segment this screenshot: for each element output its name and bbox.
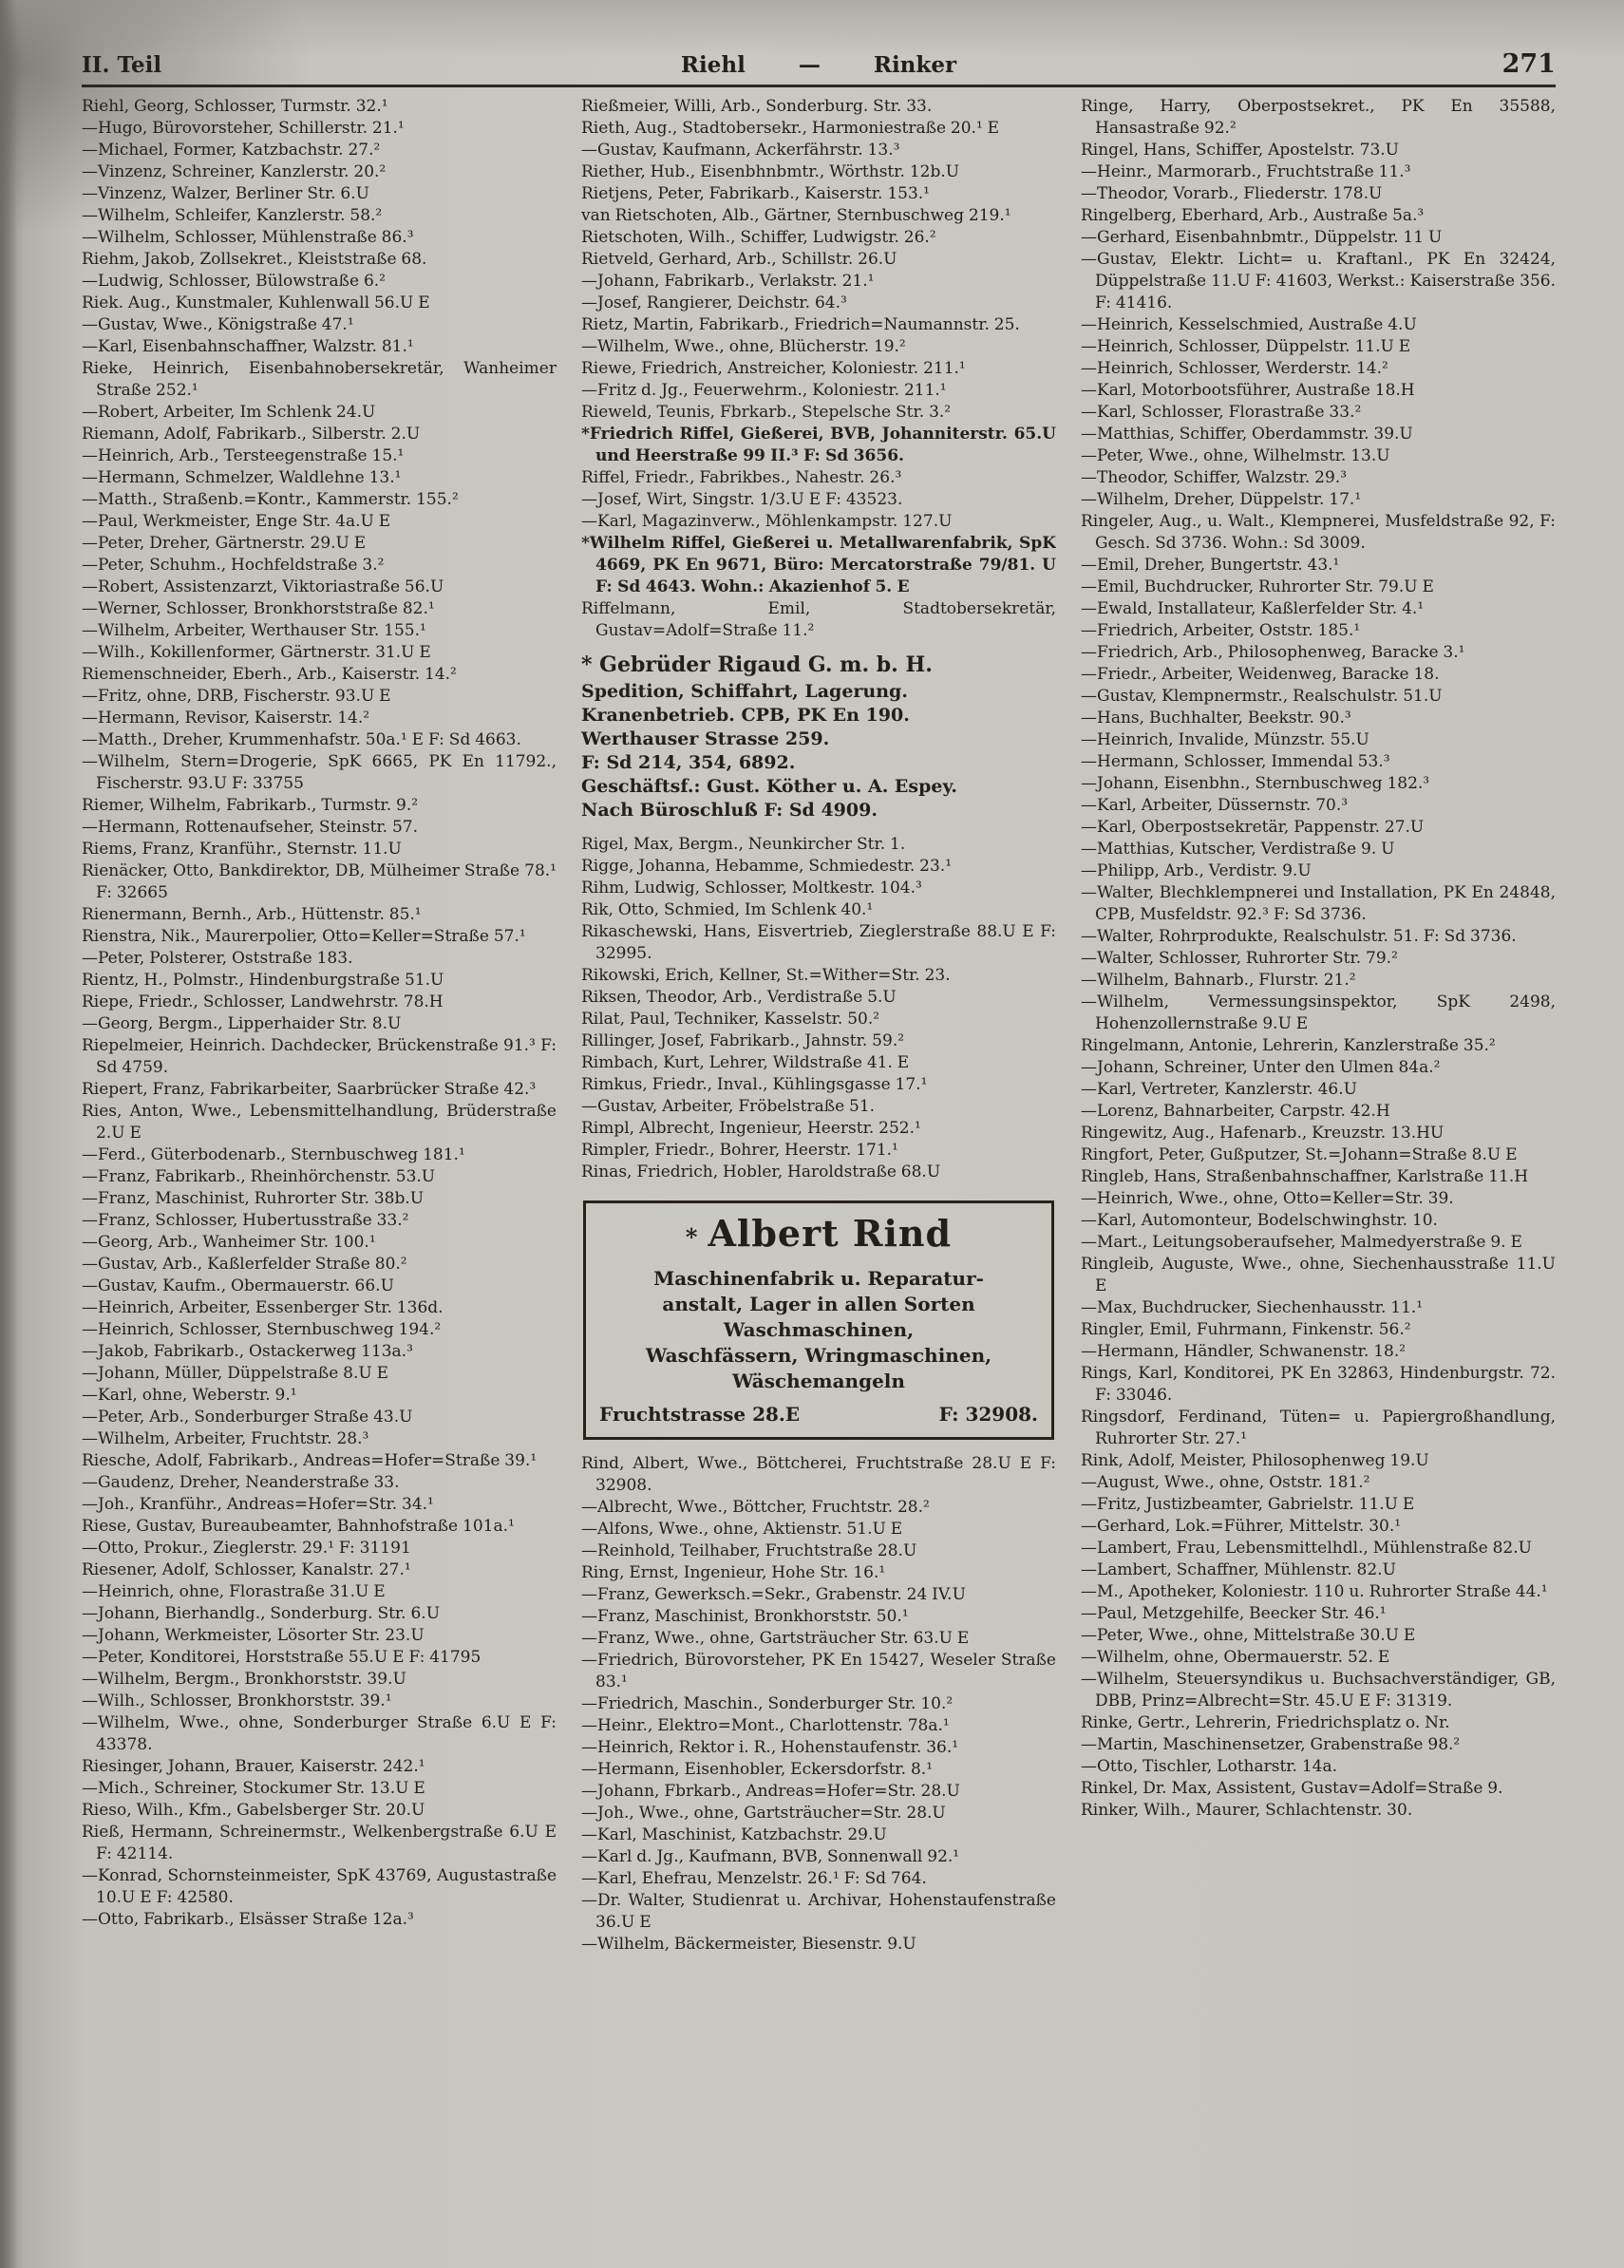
directory-entry: —Alfons, Wwe., ohne, Aktienstr. 51.U E xyxy=(581,1519,903,1539)
directory-entry: —Wilhelm, Schleifer, Kanzlerstr. 58.² xyxy=(82,206,383,225)
directory-entry: —Walter, Blechklempnerei und Installation, PK En 24848, CPB, Musfeldstr. 92.³ F: Sd 3736. xyxy=(1081,883,1556,924)
directory-entry: —Theodor, Vorarb., Fliederstr. 178.U xyxy=(1081,184,1383,203)
directory-entry: —Peter, Arb., Sonderburger Straße 43.U xyxy=(82,1408,413,1427)
part-label: II. Teil xyxy=(82,52,162,78)
directory-entry: —Fritz d. Jg., Feuerwehrm., Koloniestr. 211.¹ xyxy=(581,381,947,400)
directory-entry: Riehl, Georg, Schlosser, Turmstr. 32.¹ xyxy=(82,97,388,116)
directory-entry: —Gustav, Arb., Kaßlerfelder Straße 80.² xyxy=(82,1255,407,1274)
directory-entry: —Heinrich, Schlosser, Werderstr. 14.² xyxy=(1081,359,1388,378)
ad-rind-phone: F: 32908. xyxy=(938,1402,1038,1426)
directory-entry: —Karl, ohne, Weberstr. 9.¹ xyxy=(82,1386,297,1405)
directory-entry: Riek. Aug., Kunstmaler, Kuhlenwall 56.U E xyxy=(82,293,430,312)
directory-entry: —Otto, Tischler, Lotharstr. 14a. xyxy=(1081,1757,1338,1776)
directory-entry: —Wilhelm, Steuersyndikus u. Buchsachverständiger, GB, DBB, Prinz=Albrecht=Str. 45.U E F: 31319. xyxy=(1081,1670,1556,1710)
directory-entry: —Gustav, Klempnermstr., Realschulstr. 51.U xyxy=(1081,687,1443,706)
directory-entry: Rihm, Ludwig, Schlosser, Moltkestr. 104.³ xyxy=(581,879,922,898)
range-start: Riehl xyxy=(680,52,746,78)
ad-text-line: anstalt, Lager in allen Sorten xyxy=(662,1292,975,1315)
directory-entry: —Franz, Wwe., ohne, Gartsträucher Str. 63.U E xyxy=(581,1628,970,1648)
directory-entry: Rimbach, Kurt, Lehrer, Wildstraße 41. E xyxy=(581,1053,910,1072)
directory-entry: —Vinzenz, Schreiner, Kanzlerstr. 20.² xyxy=(82,162,387,181)
directory-entry: Riewe, Friedrich, Anstreicher, Koloniestr. 211.¹ xyxy=(581,359,966,378)
directory-entry: —Hermann, Schlosser, Immendal 53.³ xyxy=(1081,752,1390,771)
directory-entry: —Johann, Eisenbhn., Sternbuschweg 182.³ xyxy=(1081,774,1430,793)
directory-entry: —Georg, Arb., Wanheimer Str. 100.¹ xyxy=(82,1233,376,1252)
directory-entry: —Gustav, Arbeiter, Fröbelstraße 51. xyxy=(581,1097,876,1116)
ad-text-line: Nach Büroschluß F: Sd 4909. xyxy=(581,800,878,821)
page-content xyxy=(82,49,1556,2243)
directory-entry: —Karl, Magazinverw., Möhlenkampstr. 127.U xyxy=(581,512,953,531)
directory-entry: —Heinrich, Kesselschmied, Austraße 4.U xyxy=(1081,315,1417,334)
directory-entry: Rik, Otto, Schmied, Im Schlenk 40.¹ xyxy=(581,900,874,919)
directory-entry: Rieth, Aug., Stadtobersekr., Harmoniestraße 20.¹ E xyxy=(581,119,1000,138)
directory-entry: Ringelmann, Antonie, Lehrerin, Kanzlerstraße 35.² xyxy=(1081,1036,1496,1055)
ad-text-line: Waschfässern, Wringmaschinen, xyxy=(645,1343,992,1367)
directory-entry: Rieß, Hermann, Schreinermstr., Welkenbergstraße 6.U E F: 42114. xyxy=(82,1823,557,1863)
directory-entry: —Paul, Metzgehilfe, Beecker Str. 46.¹ xyxy=(1081,1604,1387,1623)
directory-entry: *Wilhelm Riffel, Gießerei u. Metallwarenfabrik, SpK 4669, PK En 9671, Büro: Mercatorstraße 79/81. U F: Sd 4643. Wohn.: Akazienhof 5. E xyxy=(581,534,1056,596)
directory-entry: —Peter, Wwe., ohne, Wilhelmstr. 13.U xyxy=(1081,446,1390,465)
directory-entry: —Wilhelm, Dreher, Düppelstr. 17.¹ xyxy=(1081,490,1362,509)
directory-entry: —Wilhelm, Vermessungsinspektor, SpK 2498, Hohenzollernstraße 9.U E xyxy=(1081,992,1556,1033)
directory-entry: van Rietschoten, Alb., Gärtner, Sternbuschweg 219.¹ xyxy=(581,206,1011,225)
directory-entry: —Heinrich, Schlosser, Düppelstr. 11.U E xyxy=(1081,337,1411,356)
directory-entry: Riesinger, Johann, Brauer, Kaiserstr. 242.¹ xyxy=(82,1757,425,1776)
directory-entry: —Wilhelm, Schlosser, Mühlenstraße 86.³ xyxy=(82,228,414,247)
directory-entry: Rilat, Paul, Techniker, Kasselstr. 50.² xyxy=(581,1010,880,1029)
directory-entry: —Heinrich, Schlosser, Sternbuschweg 194.² xyxy=(82,1320,442,1339)
directory-entry: Riesener, Adolf, Schlosser, Kanalstr. 27.¹ xyxy=(82,1560,411,1579)
directory-entry: Ring, Ernst, Ingenieur, Hohe Str. 16.¹ xyxy=(581,1562,886,1582)
directory-entry: —Karl, Automonteur, Bodelschwinghstr. 10. xyxy=(1081,1211,1438,1230)
directory-entry: Rienstra, Nik., Maurerpolier, Otto=Keller=Straße 57.¹ xyxy=(82,927,526,946)
directory-entry: Ringelberg, Eberhard, Arb., Austraße 5a.³ xyxy=(1081,206,1425,225)
directory-entry: Ringel, Hans, Schiffer, Apostelstr. 73.U xyxy=(1081,141,1400,160)
directory-entry: Rings, Karl, Konditorei, PK En 32863, Hindenburgstr. 72. F: 33046. xyxy=(1081,1364,1556,1405)
directory-entry: —Friedrich, Maschin., Sonderburger Str. 10.² xyxy=(581,1693,954,1713)
directory-entry: —Joh., Kranführ., Andreas=Hofer=Str. 34.¹ xyxy=(82,1495,434,1514)
directory-entry: —Gustav, Wwe., Königstraße 47.¹ xyxy=(82,315,354,334)
directory-entry: Ringler, Emil, Fuhrmann, Finkenstr. 56.² xyxy=(1081,1320,1411,1339)
ad-rind-body xyxy=(594,1266,1044,1394)
directory-entry: —Gustav, Elektr. Licht= u. Kraftanl., PK En 32424, Düppelstraße 11.U F: 41603, Werkst.: Kaiserstraße 356. F: 41416. xyxy=(1081,250,1556,312)
directory-entry: —Johann, Fbrkarb., Andreas=Hofer=Str. 28.U xyxy=(581,1781,960,1801)
directory-entry: —Georg, Bergm., Lipperhaider Str. 8.U xyxy=(82,1014,402,1033)
directory-entry: —Hugo, Bürovorsteher, Schillerstr. 21.¹ xyxy=(82,119,405,138)
directory-entry: —Lambert, Frau, Lebensmittelhdl., Mühlenstraße 82.U xyxy=(1081,1539,1532,1558)
directory-entry: —Otto, Fabrikarb., Elsässer Straße 12a.³ xyxy=(82,1910,414,1929)
directory-entry: —Karl d. Jg., Kaufmann, BVB, Sonnenwall 92.¹ xyxy=(581,1846,960,1866)
directory-entry: —Werner, Schlosser, Bronkhorststraße 82.¹ xyxy=(82,599,435,618)
directory-entry: —Franz, Schlosser, Hubertusstraße 33.² xyxy=(82,1211,409,1230)
directory-entry: —Hermann, Rottenaufseher, Steinstr. 57. xyxy=(82,818,418,837)
directory-entry: —Karl, Motorbootsführer, Austraße 18.H xyxy=(1081,381,1415,400)
directory-entry: —Paul, Werkmeister, Enge Str. 4a.U E xyxy=(82,512,391,531)
directory-entry: —Heinrich, Invalide, Münzstr. 55.U xyxy=(1081,730,1369,749)
range-end: Rinker xyxy=(873,52,957,78)
directory-entry: —Mich., Schreiner, Stockumer Str. 13.U E xyxy=(82,1779,425,1798)
directory-entry: —Hermann, Eisenhobler, Eckersdorfstr. 8.¹ xyxy=(581,1759,934,1779)
ad-text-line: Kranenbetrieb. CPB, PK En 190. xyxy=(581,705,910,726)
directory-entry: Riemer, Wilhelm, Fabrikarb., Turmstr. 9.² xyxy=(82,796,419,815)
directory-entry: Riether, Hub., Eisenbhnbmtr., Wörthstr. 12b.U xyxy=(581,162,960,181)
directory-entry: —Hermann, Schmelzer, Waldlehne 13.¹ xyxy=(82,468,402,487)
directory-entry: —August, Wwe., ohne, Oststr. 181.² xyxy=(1081,1473,1370,1492)
directory-entry: Rikowski, Erich, Kellner, St.=Wither=Str. 23. xyxy=(581,966,951,985)
ad-text-line: Spedition, Schiffahrt, Lagerung. xyxy=(581,681,908,702)
directory-entry: —Fritz, Justizbeamter, Gabrielstr. 11.U E xyxy=(1081,1495,1415,1514)
directory-entry: —Gerhard, Lok.=Führer, Mittelstr. 30.¹ xyxy=(1081,1517,1402,1536)
directory-entry: —Peter, Konditorei, Horststraße 55.U E F: 41795 xyxy=(82,1648,482,1667)
directory-entry: —Gaudenz, Dreher, Neanderstraße 33. xyxy=(82,1473,400,1492)
directory-entry: Ries, Anton, Wwe., Lebensmittelhandlung, Brüderstraße 2.U E xyxy=(82,1102,557,1143)
directory-entry: —Robert, Arbeiter, Im Schlenk 24.U xyxy=(82,403,376,422)
directory-entry: —Wilhelm, Arbeiter, Werthauser Str. 155.¹ xyxy=(82,621,426,640)
directory-entry: —Hermann, Händler, Schwanenstr. 18.² xyxy=(1081,1342,1407,1361)
directory-entry: —Wilhelm, Wwe., ohne, Blücherstr. 19.² xyxy=(581,337,906,356)
directory-entry: —Philipp, Arb., Verdistr. 9.U xyxy=(1081,861,1312,880)
ad-text-line: Geschäftsf.: Gust. Köther u. A. Espey. xyxy=(581,776,957,797)
directory-entry: —Robert, Assistenzarzt, Viktoriastraße 56.U xyxy=(82,577,444,596)
directory-entry: Rienermann, Bernh., Arb., Hüttenstr. 85.¹ xyxy=(82,905,422,924)
directory-entry: —Johann, Müller, Düppelstraße 8.U E xyxy=(82,1364,389,1383)
directory-entry: —Hermann, Revisor, Kaiserstr. 14.² xyxy=(82,709,370,728)
directory-entry: Ringleb, Hans, Straßenbahnschaffner, Karlstraße 11.H xyxy=(1081,1167,1529,1186)
directory-entry: Rinker, Wilh., Maurer, Schlachtenstr. 30. xyxy=(1081,1801,1413,1820)
column-2-segment-a xyxy=(581,96,1056,642)
directory-entry: —Heinrich, Arbeiter, Essenberger Str. 136d. xyxy=(82,1298,444,1317)
directory-entry: —Karl, Arbeiter, Düssernstr. 70.³ xyxy=(1081,796,1349,815)
directory-entry: —Matth., Dreher, Krummenhafstr. 50a.¹ E F: Sd 4663. xyxy=(82,730,521,749)
page-header xyxy=(82,49,1556,87)
directory-entry: —Friedrich, Arb., Philosophenweg, Baracke 3.¹ xyxy=(1081,643,1465,662)
directory-entry: Riesche, Adolf, Fabrikarb., Andreas=Hofer=Straße 39.¹ xyxy=(82,1451,538,1470)
directory-entry: —Heinrich, Arb., Tersteegenstraße 15.¹ xyxy=(82,446,405,465)
column-3 xyxy=(1081,96,1556,2237)
directory-entry: —Joh., Wwe., ohne, Gartsträucher=Str. 28.U xyxy=(581,1803,946,1823)
ad-rind-title xyxy=(594,1213,1044,1258)
directory-entry: —Matthias, Schiffer, Oberdammstr. 39.U xyxy=(1081,425,1413,444)
directory-entry: —Gustav, Kaufmann, Ackerfährstr. 13.³ xyxy=(581,141,900,160)
directory-entry: —Wilhelm, Arbeiter, Fruchtstr. 28.³ xyxy=(82,1429,369,1448)
directory-entry: —Jakob, Fabrikarb., Ostackerweg 113a.³ xyxy=(82,1342,413,1361)
directory-entry: —M., Apotheker, Koloniestr. 110 u. Ruhrorter Straße 44.¹ xyxy=(1081,1582,1548,1601)
directory-entry: —Franz, Maschinist, Ruhrorter Str. 38b.U xyxy=(82,1189,425,1208)
directory-entry: —Max, Buchdrucker, Siechenhausstr. 11.¹ xyxy=(1081,1298,1424,1317)
directory-entry: —Peter, Wwe., ohne, Mittelstraße 30.U E xyxy=(1081,1626,1416,1645)
directory-entry: Ringewitz, Aug., Hafenarb., Kreuzstr. 13.HU xyxy=(1081,1124,1445,1143)
directory-entry: —Reinhold, Teilhaber, Fruchtstraße 28.U xyxy=(581,1540,917,1560)
directory-entry: —Heinr., Elektro=Mont., Charlottenstr. 78a.¹ xyxy=(581,1715,950,1735)
header-name-range xyxy=(554,52,1085,78)
directory-entry: Ringe, Harry, Oberpostsekret., PK En 35588, Hansastraße 92.² xyxy=(1081,97,1556,138)
directory-entry: —Ludwig, Schlosser, Bülowstraße 6.² xyxy=(82,272,386,291)
directory-entry: —Walter, Rohrprodukte, Realschulstr. 51. F: Sd 3736. xyxy=(1081,927,1517,946)
directory-entry: —Albrecht, Wwe., Böttcher, Fruchtstr. 28.² xyxy=(581,1497,930,1517)
directory-entry: —Franz, Fabrikarb., Rheinhörchenstr. 53.U xyxy=(82,1167,436,1186)
directory-entry: —Otto, Prokur., Zieglerstr. 29.¹ F: 31191 xyxy=(82,1539,411,1558)
directory-entry: Rigel, Max, Bergm., Neunkircher Str. 1. xyxy=(581,835,906,854)
directory-entry: —Hans, Buchhalter, Beekstr. 90.³ xyxy=(1081,709,1351,728)
directory-entry: —Franz, Maschinist, Bronkhorststr. 50.¹ xyxy=(581,1606,909,1626)
directory-entry: Riehm, Jakob, Zollsekret., Kleiststraße 68. xyxy=(82,250,427,269)
directory-entry: Riepert, Franz, Fabrikarbeiter, Saarbrücker Straße 42.³ xyxy=(82,1080,537,1099)
directory-entry: —Johann, Fabrikarb., Verlakstr. 21.¹ xyxy=(581,272,875,291)
ad-text-line: Waschmaschinen, xyxy=(723,1317,915,1341)
directory-entry: Rigge, Johanna, Hebamme, Schmiedestr. 23.¹ xyxy=(581,857,953,876)
directory-entry: —Johann, Werkmeister, Lösorter Str. 23.U xyxy=(82,1626,425,1645)
directory-entry: —Theodor, Schiffer, Walzstr. 29.³ xyxy=(1081,468,1348,487)
directory-entry: —Dr. Walter, Studienrat u. Archivar, Hohenstaufenstraße 36.U E xyxy=(581,1890,1056,1932)
directory-entry: Riems, Franz, Kranführ., Sternstr. 11.U xyxy=(82,840,402,859)
directory-entry: Riksen, Theodor, Arb., Verdistraße 5.U xyxy=(581,988,897,1007)
directory-entry: Ringleib, Auguste, Wwe., ohne, Siechenhausstraße 11.U E xyxy=(1081,1255,1556,1295)
directory-entry: —Karl, Maschinist, Katzbachstr. 29.U xyxy=(581,1824,887,1844)
directory-entry: —Karl, Ehefrau, Menzelstr. 26.¹ F: Sd 764. xyxy=(581,1868,927,1888)
directory-entry: Rimpler, Friedr., Bohrer, Heerstr. 171.¹ xyxy=(581,1141,898,1160)
directory-entry: —Emil, Dreher, Bungertstr. 43.¹ xyxy=(1081,556,1340,575)
directory-entry: —Michael, Former, Katzbachstr. 27.² xyxy=(82,141,381,160)
ad-text-line: Maschinenfabrik u. Reparatur- xyxy=(653,1266,984,1290)
directory-entry: Rikaschewski, Hans, Eisvertrieb, Zieglerstraße 88.U E F: 32995. xyxy=(581,922,1056,963)
directory-entry: *Friedrich Riffel, Gießerei, BVB, Johanniterstr. 65.U und Heerstraße 99 II.³ F: Sd 3656. xyxy=(581,425,1056,465)
directory-entry: Ringeler, Aug., u. Walt., Klempnerei, Musfeldstraße 92, F: Gesch. Sd 3736. Wohn.: Sd 3009. xyxy=(1081,512,1556,553)
directory-entry: Rienäcker, Otto, Bankdirektor, DB, Mülheimer Straße 78.¹ F: 32665 xyxy=(82,861,557,902)
directory-entry: Rimpl, Albrecht, Ingenieur, Heerstr. 252.¹ xyxy=(581,1119,921,1138)
directory-entry: —Wilhelm, Bergm., Bronkhorststr. 39.U xyxy=(82,1670,406,1689)
column-1 xyxy=(82,96,557,2237)
directory-entry: —Peter, Polsterer, Oststraße 183. xyxy=(82,949,353,968)
directory-entry: —Karl, Vertreter, Kanzlerstr. 46.U xyxy=(1081,1080,1357,1099)
directory-entry: —Mart., Leitungsoberaufseher, Malmedyerstraße 9. E xyxy=(1081,1233,1522,1252)
directory-entry: —Johann, Bierhandlg., Sonderburg. Str. 6.U xyxy=(82,1604,441,1623)
directory-entry: Riemenschneider, Eberh., Arb., Kaiserstr. 14.² xyxy=(82,665,457,684)
page-number: 271 xyxy=(1501,49,1556,79)
ad-rigaud xyxy=(581,652,1056,822)
directory-entry: —Franz, Gewerksch.=Sekr., Grabenstr. 24 IV.U xyxy=(581,1584,966,1604)
directory-entry: —Matth., Straßenb.=Kontr., Kammerstr. 155.² xyxy=(82,490,459,509)
ad-rind-address: Fruchtstrasse 28.E xyxy=(599,1402,801,1426)
directory-entry: Rink, Adolf, Meister, Philosophenweg 19.U xyxy=(1081,1451,1429,1470)
directory-entry: —Friedr., Arbeiter, Weidenweg, Baracke 18. xyxy=(1081,665,1440,684)
directory-entry: —Karl, Schlosser, Florastraße 33.² xyxy=(1081,403,1362,422)
directory-entry: —Wilh., Kokillenformer, Gärtnerstr. 31.U E xyxy=(82,643,431,662)
directory-entry: —Wilhelm, Wwe., ohne, Sonderburger Straße 6.U E F: 43378. xyxy=(82,1713,557,1754)
directory-entry: Rinkel, Dr. Max, Assistent, Gustav=Adolf=Straße 9. xyxy=(1081,1779,1503,1798)
columns xyxy=(82,96,1556,2237)
column-2 xyxy=(581,96,1056,2237)
directory-entry: Rind, Albert, Wwe., Böttcherei, Fruchtstraße 28.U E F: 32908. xyxy=(581,1453,1056,1495)
ad-rind-name: Albert Rind xyxy=(708,1212,953,1255)
directory-entry: Rieweld, Teunis, Fbrkarb., Stepelsche Str. 3.² xyxy=(581,403,952,422)
directory-entry: —Heinr., Marmorarb., Fruchtstraße 11.³ xyxy=(1081,162,1411,181)
directory-entry: —Josef, Wirt, Singstr. 1/3.U E F: 43523. xyxy=(581,490,903,509)
directory-entry: Rillinger, Josef, Fabrikarb., Jahnstr. 59.² xyxy=(581,1031,905,1050)
directory-entry: Riepelmeier, Heinrich. Dachdecker, Brückenstraße 91.³ F: Sd 4759. xyxy=(82,1036,557,1077)
directory-entry: Riepe, Friedr., Schlosser, Landwehrstr. 78.H xyxy=(82,992,444,1011)
directory-entry: Rientz, H., Polmstr., Hindenburgstraße 51.U xyxy=(82,971,444,990)
ad-text-line: F: Sd 214, 354, 6892. xyxy=(581,752,796,773)
directory-entry: —Johann, Schreiner, Unter den Ulmen 84a.² xyxy=(1081,1058,1441,1077)
directory-entry: —Peter, Schuhm., Hochfeldstraße 3.² xyxy=(82,556,385,575)
directory-entry: Rieso, Wilh., Kfm., Gabelsberger Str. 20.U xyxy=(82,1801,425,1820)
ad-rigaud-title: * Gebrüder Rigaud G. m. b. H. xyxy=(581,652,933,677)
directory-entry: —Wilh., Schlosser, Bronkhorststr. 39.¹ xyxy=(82,1692,392,1710)
flower-ornament-icon: * xyxy=(685,1222,699,1251)
directory-entry: Riese, Gustav, Bureaubeamter, Bahnhofstraße 101a.¹ xyxy=(82,1517,515,1536)
ad-text-line: Wäschemangeln xyxy=(732,1369,905,1392)
ad-rind-footer xyxy=(599,1403,1038,1426)
directory-entry: Rinke, Gertr., Lehrerin, Friedrichsplatz o. Nr. xyxy=(1081,1713,1450,1732)
directory-entry: —Emil, Buchdrucker, Ruhrorter Str. 79.U E xyxy=(1081,577,1434,596)
directory-entry: —Ferd., Güterbodenarb., Sternbuschweg 181.¹ xyxy=(82,1145,465,1164)
column-2-segment-c xyxy=(581,1453,1056,1956)
directory-entry: Riffel, Friedr., Fabrikbes., Nahestr. 26.³ xyxy=(581,468,902,487)
directory-entry: —Lorenz, Bahnarbeiter, Carpstr. 42.H xyxy=(1081,1102,1390,1121)
directory-entry: —Wilhelm, Bahnarb., Flurstr. 21.² xyxy=(1081,971,1356,990)
directory-entry: —Ewald, Installateur, Kaßlerfelder Str. 4.¹ xyxy=(1081,599,1425,618)
directory-entry: Ringsdorf, Ferdinand, Tüten= u. Papiergroßhandlung, Ruhrorter Str. 27.¹ xyxy=(1081,1408,1556,1448)
directory-entry: —Gustav, Kaufm., Obermauerstr. 66.U xyxy=(82,1276,394,1295)
directory-entry: —Matthias, Kutscher, Verdistraße 9. U xyxy=(1081,840,1395,859)
directory-entry: —Konrad, Schornsteinmeister, SpK 43769, Augustastraße 10.U E F: 42580. xyxy=(82,1866,557,1907)
ad-rigaud-body xyxy=(581,680,1056,822)
directory-entry: Riffelmann, Emil, Stadtobersekretär, Gustav=Adolf=Straße 11.² xyxy=(581,599,1056,640)
directory-entry: —Fritz, ohne, DRB, Fischerstr. 93.U E xyxy=(82,687,391,706)
directory-entry: Riemann, Adolf, Fabrikarb., Silberstr. 2.U xyxy=(82,425,421,444)
directory-entry: —Wilhelm, Bäckermeister, Biesenstr. 9.U xyxy=(581,1934,916,1954)
column-2-segment-b xyxy=(581,834,1056,1183)
directory-entry: —Vinzenz, Walzer, Berliner Str. 6.U xyxy=(82,184,369,203)
directory-entry: Rietveld, Gerhard, Arb., Schillstr. 26.U xyxy=(581,250,897,269)
directory-entry: —Lambert, Schaffner, Mühlenstr. 82.U xyxy=(1081,1560,1396,1579)
directory-entry: —Heinrich, Wwe., ohne, Otto=Keller=Str. 39. xyxy=(1081,1189,1454,1208)
directory-entry: —Karl, Eisenbahnschaffner, Walzstr. 81.¹ xyxy=(82,337,414,356)
directory-entry: —Karl, Oberpostsekretär, Pappenstr. 27.U xyxy=(1081,818,1425,837)
directory-entry: —Friedrich, Bürovorsteher, PK En 15427, Weseler Straße 83.¹ xyxy=(581,1650,1056,1692)
directory-entry: Rinas, Friedrich, Hobler, Haroldstraße 68.U xyxy=(581,1162,941,1181)
range-dash: — xyxy=(798,52,821,78)
directory-entry: —Heinrich, ohne, Florastraße 31.U E xyxy=(82,1582,386,1601)
ad-text-line: Werthauser Strasse 259. xyxy=(581,728,830,749)
directory-entry: —Wilhelm, ohne, Obermauerstr. 52. E xyxy=(1081,1648,1390,1667)
directory-entry: —Walter, Schlosser, Ruhrorter Str. 79.² xyxy=(1081,949,1398,968)
ad-rind xyxy=(583,1200,1054,1440)
directory-entry: —Peter, Dreher, Gärtnerstr. 29.U E xyxy=(82,534,367,553)
directory-entry: Rießmeier, Willi, Arb., Sonderburg. Str. 33. xyxy=(581,97,933,116)
directory-entry: Rieke, Heinrich, Eisenbahnobersekretär, Wanheimer Straße 252.¹ xyxy=(82,359,557,400)
directory-entry: Rimkus, Friedr., Inval., Kühlingsgasse 17.¹ xyxy=(581,1075,928,1094)
directory-entry: Ringfort, Peter, Gußputzer, St.=Johann=Straße 8.U E xyxy=(1081,1145,1518,1164)
directory-entry: Rietz, Martin, Fabrikarb., Friedrich=Naumannstr. 25. xyxy=(581,315,1020,334)
directory-entry: —Josef, Rangierer, Deichstr. 64.³ xyxy=(581,293,847,312)
directory-entry: —Martin, Maschinensetzer, Grabenstraße 98.² xyxy=(1081,1735,1461,1754)
directory-entry: —Wilhelm, Stern=Drogerie, SpK 6665, PK En 11792., Fischerstr. 93.U F: 33755 xyxy=(82,752,557,793)
directory-entry: Rietschoten, Wilh., Schiffer, Ludwigstr. 26.² xyxy=(581,228,936,247)
directory-entry: —Friedrich, Arbeiter, Oststr. 185.¹ xyxy=(1081,621,1361,640)
directory-entry: Rietjens, Peter, Fabrikarb., Kaiserstr. 153.¹ xyxy=(581,184,930,203)
directory-entry: —Heinrich, Rektor i. R., Hohenstaufenstr. 36.¹ xyxy=(581,1737,959,1757)
directory-entry: —Gerhard, Eisenbahnbmtr., Düppelstr. 11 U xyxy=(1081,228,1443,247)
